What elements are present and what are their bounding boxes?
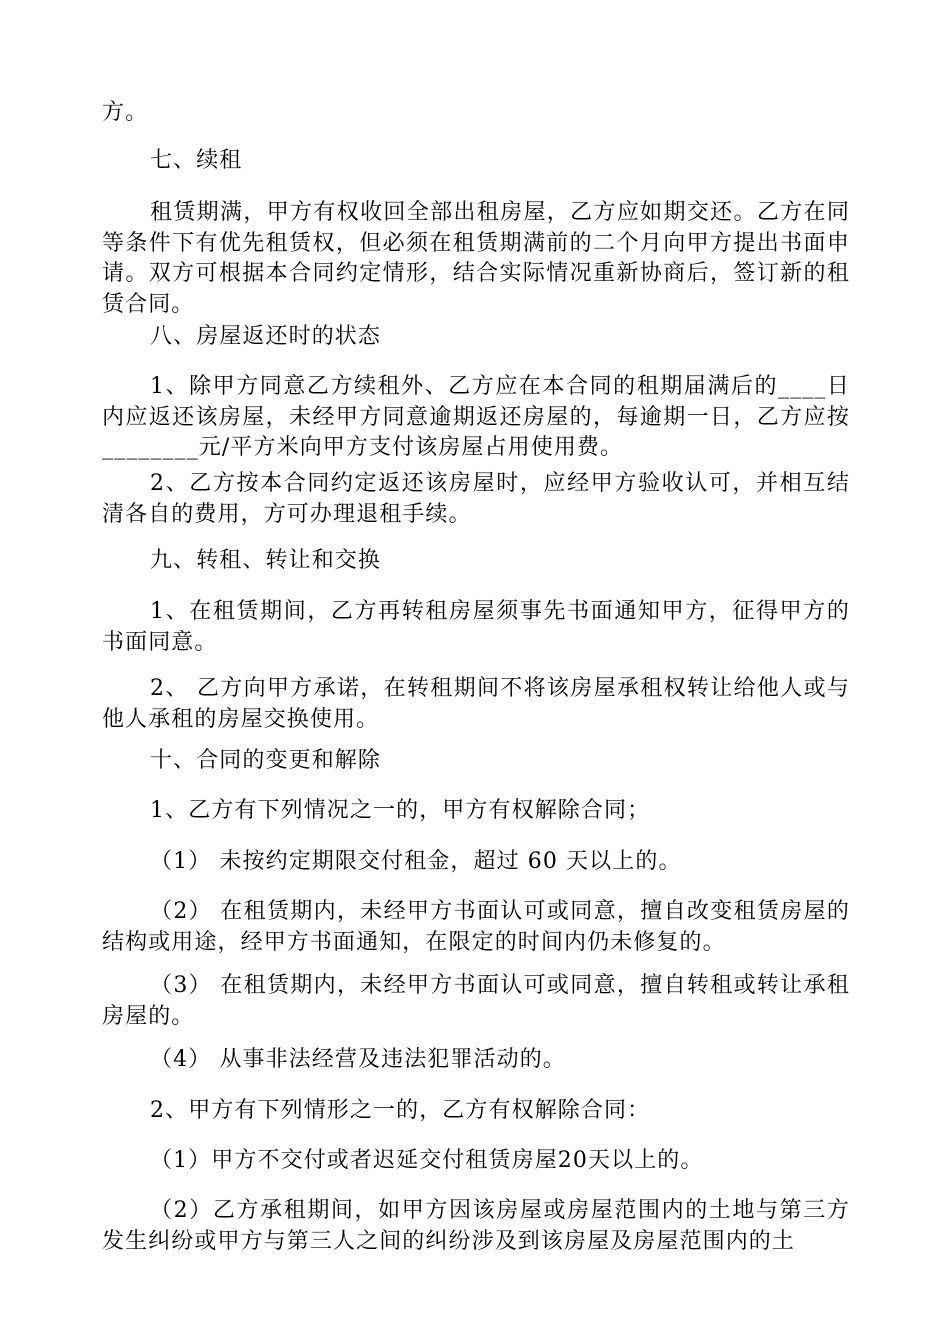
paragraph-lessee-clause-2: （2）乙方承租期间，如甲方因该房屋或房屋范围内的土地与第三方发生纠纷或甲方与第三人之间的纠纷涉及到该房屋及房屋范围内的土 [102,1198,850,1254]
paragraph-renewal: 租赁期满，甲方有权收回全部出租房屋，乙方应如期交还。乙方在同等条件下有优先租赁权，但必须在租赁期满前的二个月向甲方提出书面申请。双方可根据本合同约定情形，结合实际情况重新协商后，签订新的租赁合同。 [102,200,850,317]
section-heading-renewal: 七、续租 [150,148,243,173]
paragraph-return-2: 2、乙方按本合同约定返还该房屋时，应经甲方验收认可，并相互结清各自的费用，方可办理退租手续。 [102,471,850,527]
paragraph-sublet-2: 2、 乙方向甲方承诺，在转租期间不将该房屋承租权转让给他人或与他人承租的房屋交换使用。 [102,676,850,732]
paragraph-termination-lessee-right: 2、甲方有下列情形之一的，乙方有权解除合同： [150,1098,651,1123]
section-heading-sublet: 九、转租、转让和交换 [150,548,382,573]
section-heading-change-termination: 十、合同的变更和解除 [150,748,382,773]
section-heading-return-state: 八、房屋返还时的状态 [150,324,382,349]
paragraph-sublet-1: 1、在租赁期间，乙方再转租房屋须事先书面通知甲方，征得甲方的书面同意。 [102,599,850,655]
paragraph-continuation: 方。 [102,100,149,125]
paragraph-termination-lessor-right: 1、乙方有下列情况之一的，甲方有权解除合同； [150,798,651,823]
paragraph-clause-2: （2） 在租赁期内，未经甲方书面认可或同意，擅自改变租赁房屋的结构或用途，经甲方书面通知，在限定的时间内仍未修复的。 [102,899,850,955]
paragraph-lessee-clause-1: （1）甲方不交付或者迟延交付租赁房屋20天以上的。 [150,1148,704,1173]
paragraph-clause-3: （3） 在租赁期内，未经甲方书面认可或同意，擅自转租或转让承租房屋的。 [102,973,850,1029]
paragraph-clause-1: （1） 未按约定期限交付租金，超过 60 天以上的。 [150,849,682,874]
paragraph-clause-4: （4） 从事非法经营及违法犯罪活动的。 [150,1047,566,1072]
paragraph-return-1: 1、除甲方同意乙方续租外、乙方应在本合同的租期届满后的____日内应返还该房屋，未经甲方同意逾期返还房屋的，每逾期一日，乙方应按________元/平方米向甲方支付该房屋占用使用费。 [102,374,850,460]
